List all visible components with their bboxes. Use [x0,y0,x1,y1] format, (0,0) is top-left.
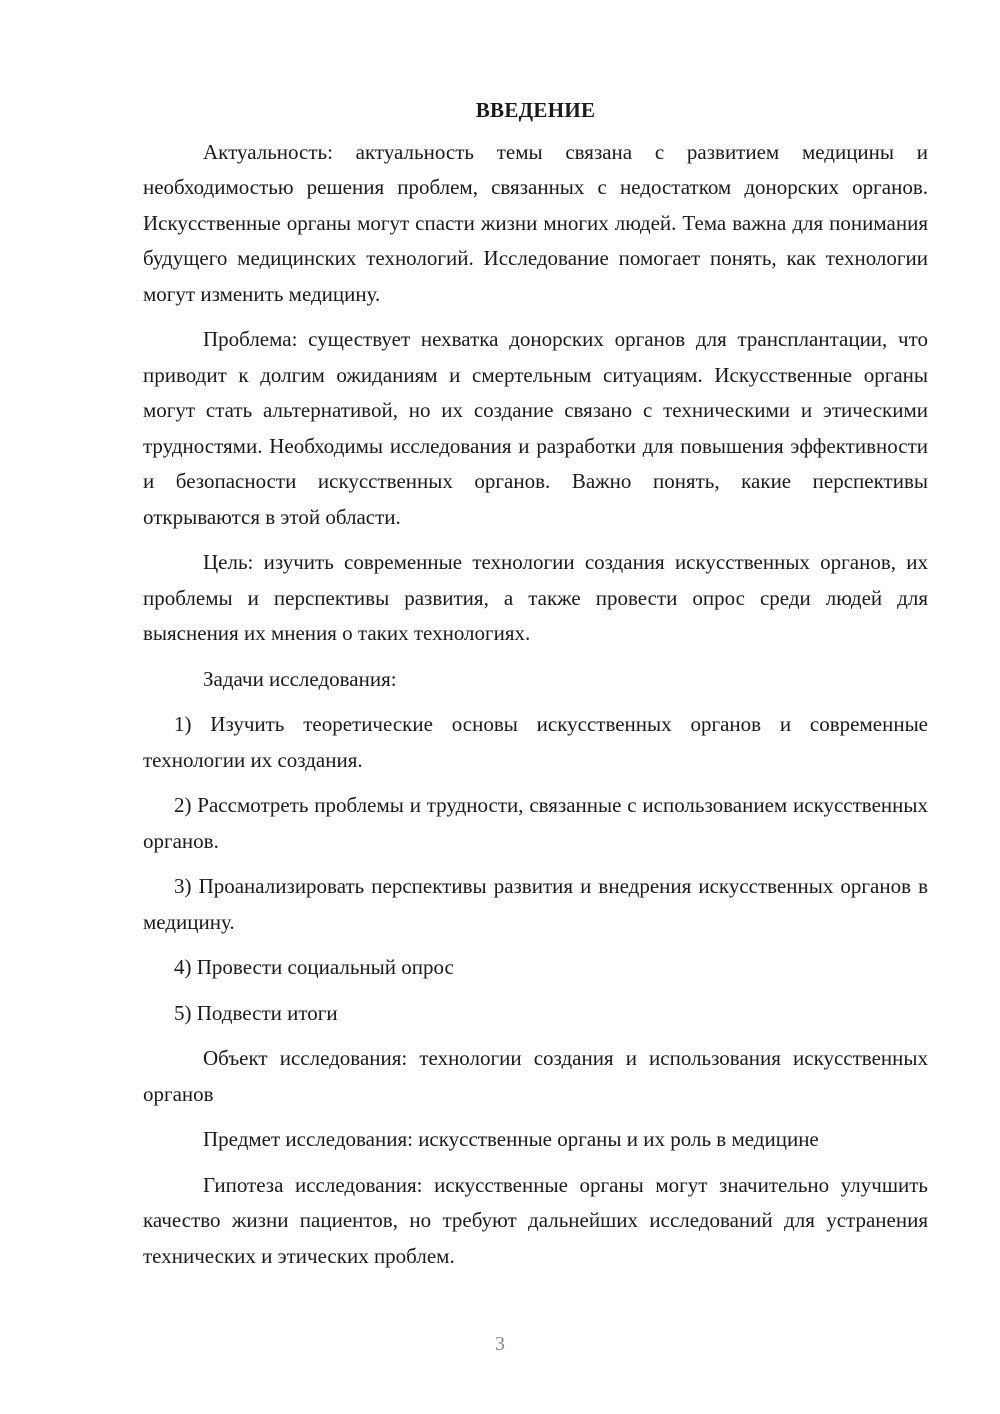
task-item-4: 4) Провести социальный опрос [174,955,454,979]
goal-paragraph: Цель: изучить современные технологии создания искусственных органов, их проблемы и перспективы развития, а также провести опрос среди людей для выяснения их мнения о таких технологиях. [143,550,928,645]
document-page [143,93,928,1284]
section-title: ВВЕДЕНИЕ [475,98,596,122]
relevance-paragraph: Актуальность: актуальность темы связана с развитием медицины и необходимостью решения проблем, связанных с недостатком донорских органов. Искусственные органы могут спасти жизни многих людей. Тема важна для понимания будущего медицинских технологий. Исследование помогает понять, как технологии могут изменить медицину. [143,139,928,306]
page-number: 3 [495,1333,505,1355]
hypothesis-paragraph: Гипотеза исследования: искусственные органы могут значительно улучшить качество жизни пациентов, но требуют дальнейших исследований для устранения технических и этических проблем. [143,1172,928,1268]
problem-paragraph: Проблема: существует нехватка донорских органов для трансплантации, что приводит к долгим ожиданиям и смертельным ситуациям. Искусственные органы могут стать альтернативой, но их создание связано с техническими и этическими трудностями. Необходимы исследования и разработки для повышения эффективности и безопасности искусственных органов. Важно понять, какие перспективы открываются в этой области. [143,327,928,529]
subject-paragraph: Предмет исследования: искусственные органы и их роль в медицине [203,1127,819,1151]
task-item-3: 3) Проанализировать перспективы развития и внедрения искусственных органов в медицину. [143,874,928,934]
tasks-heading: Задачи исследования: [203,666,397,691]
object-paragraph: Объект исследования: технологии создания и использования искусственных органов [143,1046,928,1106]
task-item-2: 2) Рассмотреть проблемы и трудности, связанные с использованием искусственных органов. [143,793,928,853]
task-item-1: 1) Изучить теоретические основы искусственных органов и современные технологии их создания. [143,712,928,772]
task-item-5: 5) Подвести итоги [174,1000,338,1025]
